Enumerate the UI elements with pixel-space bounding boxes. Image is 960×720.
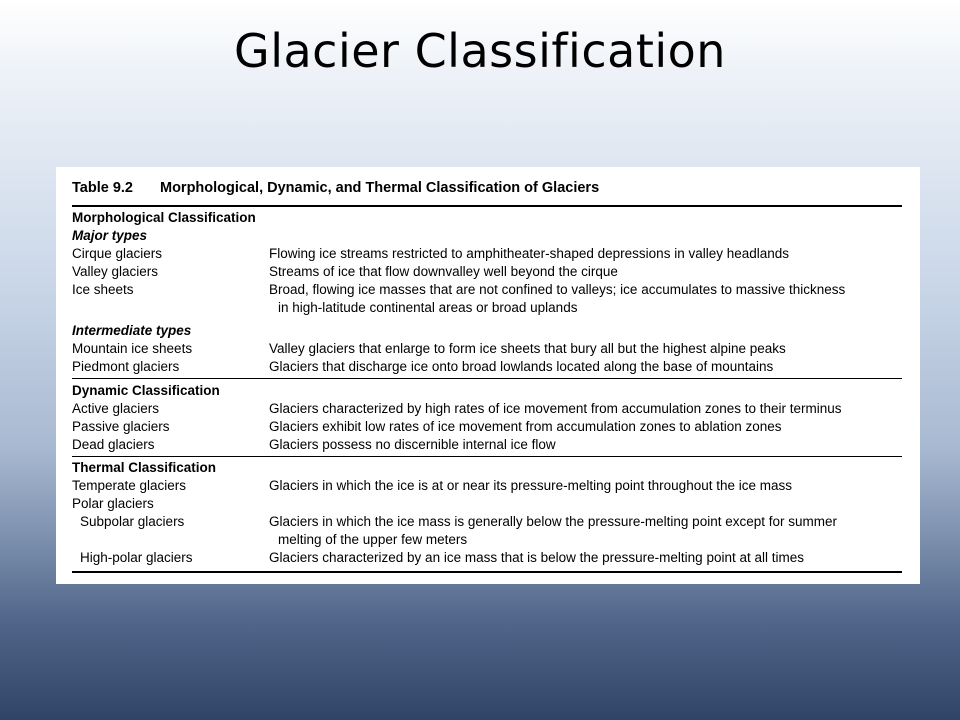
table-caption	[72, 179, 599, 197]
subheading-major-types: Major types	[72, 228, 148, 243]
row-description-continuation: in high-latitude continental areas or broad uplands	[278, 300, 578, 315]
table-row	[72, 495, 902, 513]
table-row	[72, 263, 902, 281]
row-description-continuation: melting of the upper few meters	[278, 532, 468, 547]
table-row	[72, 436, 902, 454]
table-row	[72, 281, 902, 299]
row-description: Glaciers that discharge ice onto broad lowlands located along the base of mountains	[269, 359, 774, 374]
section-heading-thermal: Thermal Classification	[72, 460, 217, 475]
row-description: Glaciers in which the ice is at or near its pressure-melting point throughout the ice mass	[269, 478, 792, 493]
row-term: Dead glaciers	[72, 437, 155, 452]
table-caption-text: Morphological, Dynamic, and Thermal Classification of Glaciers	[160, 180, 600, 196]
table-row	[72, 340, 902, 358]
table-row	[72, 400, 902, 418]
slide-title: Glacier Classification	[234, 24, 726, 78]
row-term: High-polar glaciers	[80, 550, 193, 565]
row-term: Piedmont glaciers	[72, 359, 180, 374]
table-row	[72, 513, 902, 531]
row-term: Mountain ice sheets	[72, 341, 193, 356]
table-top-rule	[72, 205, 902, 207]
table-bottom-rule	[72, 571, 902, 573]
row-description: Glaciers characterized by high rates of ice movement from accumulation zones to their terminus	[269, 401, 842, 416]
table-image-panel	[56, 167, 920, 584]
subheading-intermediate-types: Intermediate types	[72, 323, 192, 338]
table-row	[72, 477, 902, 495]
row-term: Active glaciers	[72, 401, 160, 416]
table-row	[72, 549, 902, 567]
table-number: Table 9.2	[72, 180, 133, 196]
row-term: Passive glaciers	[72, 419, 170, 434]
row-description: Glaciers characterized by an ice mass that is below the pressure-melting point at all times	[269, 550, 804, 565]
row-description: Valley glaciers that enlarge to form ice sheets that bury all but the highest alpine peaks	[269, 341, 786, 356]
table-row-continuation	[72, 531, 902, 549]
section-divider	[72, 456, 902, 457]
row-term: Ice sheets	[72, 282, 134, 297]
section-heading-morphological: Morphological Classification	[72, 210, 256, 225]
row-description: Streams of ice that flow downvalley well beyond the cirque	[269, 264, 618, 279]
row-description: Flowing ice streams restricted to amphitheater-shaped depressions in valley headlands	[269, 246, 790, 261]
table-row	[72, 418, 902, 436]
row-term: Subpolar glaciers	[80, 514, 185, 529]
section-heading-dynamic: Dynamic Classification	[72, 383, 220, 398]
table-row-continuation	[72, 299, 902, 317]
table-row	[72, 358, 902, 376]
row-term: Cirque glaciers	[72, 246, 163, 261]
table-row	[72, 245, 902, 263]
row-description: Glaciers in which the ice mass is generally below the pressure-melting point except for summer	[269, 514, 837, 529]
row-description: Broad, flowing ice masses that are not confined to valleys; ice accumulates to massive thickness	[269, 282, 846, 297]
row-term: Polar glaciers	[72, 496, 154, 511]
row-description: Glaciers exhibit low rates of ice movement from accumulation zones to ablation zones	[269, 419, 782, 434]
row-description: Glaciers possess no discernible internal ice flow	[269, 437, 556, 452]
section-divider	[72, 378, 902, 379]
row-term: Temperate glaciers	[72, 478, 187, 493]
row-term: Valley glaciers	[72, 264, 159, 279]
